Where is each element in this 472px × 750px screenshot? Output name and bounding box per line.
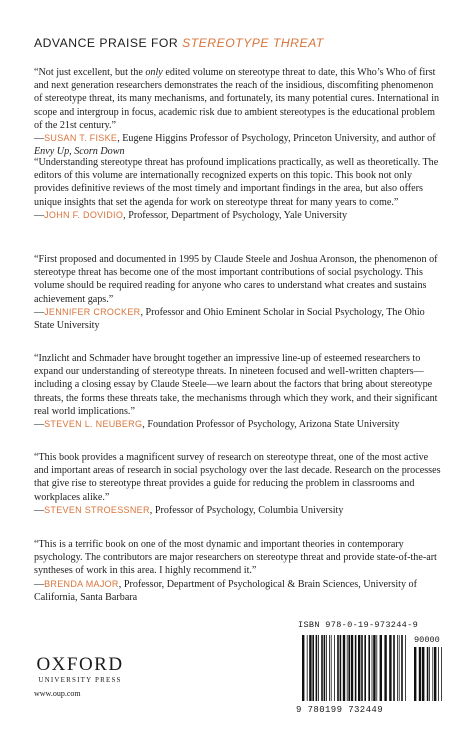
reviewer-name: STEVEN L. NEUBERG — [44, 419, 143, 430]
quote-text: “Inzlicht and Schmader have brought together an impressive line-up of esteemed researchers to expand our understanding of stereotype threats. In nineteen focused and well-written chapters—including a closing essay by Claude Steele—we learn about the factors that bring about stereotype threats, the forms these threats take, the mechanisms through which they work, and their significant real world implications.” — [34, 353, 438, 417]
reviewer-name: BRENDA MAJOR — [44, 578, 119, 589]
price-code: 90000 — [414, 635, 440, 645]
reviewer-affiliation: , Eugene Higgins Professor of Psychology, Princeton University, and author of — [117, 133, 436, 145]
reviewer-name: SUSAN T. FISKE — [44, 133, 118, 144]
quote-text: “First proposed and documented in 1995 by Claude Steele and Joshua Aronson, the phenomenon of stereotype threat has become one of the most important contributions of social psychology. This volume should be required reading for anyone who cares to understand what creates and sustains achievement gaps.” — [34, 254, 438, 305]
quote-text: “Understanding stereotype threat has profound implications practically, as well as theoretically. The editors of this volume are internationally recognized experts on this topic. This book not only provides definitive reviews of the most timely and important findings in the area, but also offers unique insights that set the agenda for work on stereotype threat for many years to come.” — [34, 157, 439, 208]
quote-attribution — [34, 132, 442, 158]
reviewer-affiliation: , Professor, Department of Psychology, Yale University — [123, 209, 348, 221]
praise-quote-1 — [34, 66, 442, 158]
reviewer-affiliation: , Professor of Psychology, Columbia University — [149, 504, 344, 516]
publisher-logo — [34, 655, 126, 684]
quote-attribution — [34, 418, 442, 431]
praise-header — [34, 36, 324, 50]
praise-quote-4 — [34, 352, 442, 431]
publisher-url: www.oup.com — [34, 689, 81, 698]
attribution-dash: — — [34, 306, 45, 318]
quote-attribution — [34, 578, 442, 604]
reviewer-name: JENNIFER CROCKER — [44, 306, 141, 317]
praise-quote-3 — [34, 253, 442, 332]
reviewer-affiliation: , Professor, Department of Psychological & Brain Sciences, University of California, Santa Barbara — [34, 578, 417, 603]
reviewer-book-title: Envy Up, Scorn Down — [34, 146, 125, 158]
publisher-logo-subtitle: UNIVERSITY PRESS — [38, 676, 122, 684]
quote-text: “This is a terrific book on one of the most dynamic and important theories in contemporary psychology. The contributors are major researchers on stereotype threat and provide state-of-the-art syntheses of work in this area. I highly recommend it.” — [34, 539, 437, 577]
reviewer-affiliation: , Professor and Ohio Eminent Scholar in Social Psychology, The Ohio State University — [34, 306, 425, 332]
praise-quote-2 — [34, 156, 442, 222]
isbn-barcode-block — [296, 620, 444, 720]
quote-text-continued: edited volume on stereotype threat to date, this Who’s Who of first and next generation researchers demonstrates the reach of the insidious, discomfiting phenomenon of stereotype threat, its many mechanisms, and fortunately, its many potential cures. International in scope and intergroup in focus, academic risk due to ambient stereotypes is the educational problem of the 21st century.” — [34, 67, 440, 131]
attribution-dash: — — [34, 209, 45, 221]
reviewer-name: STEVEN STROESSNER — [44, 504, 150, 515]
praise-quote-6 — [34, 538, 442, 604]
quote-attribution — [34, 209, 442, 222]
quote-attribution — [34, 504, 442, 517]
reviewer-name: JOHN F. DOVIDIO — [44, 209, 124, 220]
praise-header-prefix: ADVANCE PRAISE FOR — [34, 36, 183, 50]
attribution-dash: — — [34, 578, 45, 590]
quote-emphasis: only — [145, 67, 163, 78]
isbn-label: ISBN 978-0-19-973244-9 — [298, 620, 419, 630]
barcode-digits: 9 780199 732449 — [296, 705, 384, 715]
attribution-dash: — — [34, 504, 45, 516]
praise-quote-5 — [34, 451, 442, 517]
quote-text: “This book provides a magnificent survey of research on stereotype threat, one of the most active and important areas of research in social psychology over the last decade. Research on the processes that give rise to stereotype threat provides a guide for reducing the problem in classrooms and workplaces alike.” — [34, 452, 441, 503]
book-title: STEREOTYPE THREAT — [182, 36, 324, 50]
quote-text: “Not just excellent, but the — [34, 67, 146, 78]
reviewer-affiliation: , Foundation Professor of Psychology, Arizona State University — [142, 419, 400, 431]
quote-attribution — [34, 306, 442, 332]
attribution-dash: — — [34, 133, 45, 145]
attribution-dash: — — [34, 419, 45, 431]
publisher-logo-wordmark: OXFORD — [36, 654, 124, 675]
